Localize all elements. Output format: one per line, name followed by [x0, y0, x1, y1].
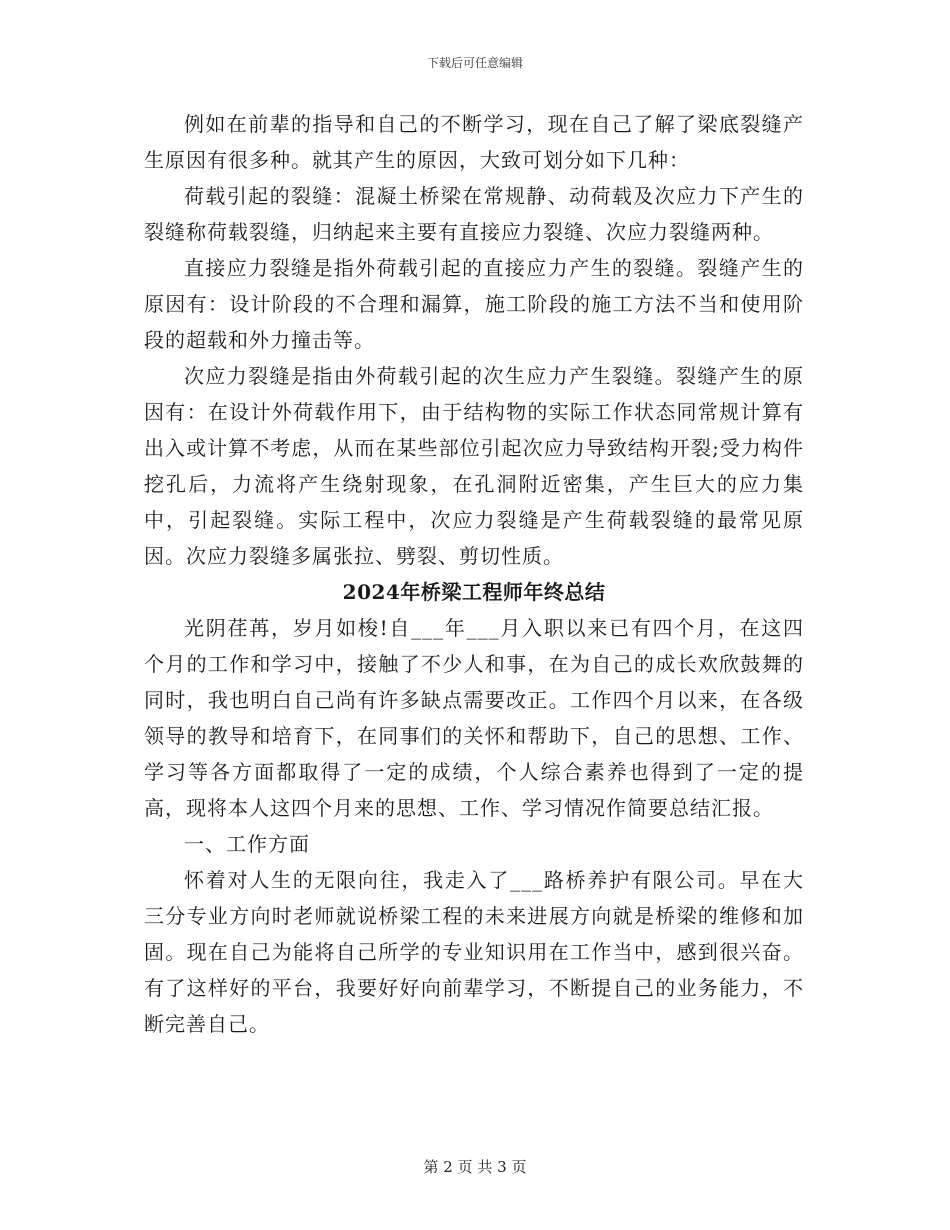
document-title: 2024年桥梁工程师年终总结 [342, 580, 606, 604]
paragraph: 次应力裂缝是指由外荷载引起的次生应力产生裂缝。裂缝产生的原因有：在设计外荷载作用下，由于结构物的实际工作状态同常规计算有出入或计算不考虑，从而在某些部位引起次应力导致结构开裂;受力构件挖孔后，力流将产生绕射现象，在孔洞附近密集，产生巨大的应力集中，引起裂缝。实际工程中，次应力裂缝是产生荷载裂缝的最常见原因。次应力裂缝多属张拉、劈裂、剪切性质。 [144, 364, 804, 568]
page-header: 下载后可任意编辑 [426, 56, 523, 70]
section-heading: 一、工作方面 [184, 832, 310, 856]
page-footer: 第 2 页 共 3 页 [423, 1158, 527, 1176]
paragraph: 怀着对人生的无限向往，我走入了___路桥养护有限公司。早在大三分专业方向时老师就说桥梁工程的未来进展方向就是桥梁的维修和加固。现在自己为能将自己所学的专业知识用在工作当中，感到很兴奋。有了这样好的平台，我要好好向前辈学习，不断提自己的业务能力，不断完善自己。 [144, 868, 804, 1036]
paragraph: 例如在前辈的指导和自己的不断学习，现在自己了解了梁底裂缝产生原因有很多种。就其产生的原因，大致可划分如下几种： [144, 112, 804, 172]
paragraph: 荷载引起的裂缝：混凝土桥梁在常规静、动荷载及次应力下产生的裂缝称荷载裂缝，归纳起来主要有直接应力裂缝、次应力裂缝两种。 [144, 184, 804, 244]
paragraph: 直接应力裂缝是指外荷载引起的直接应力产生的裂缝。裂缝产生的原因有：设计阶段的不合理和漏算，施工阶段的施工方法不当和使用阶段的超载和外力撞击等。 [144, 256, 804, 352]
paragraph: 光阴荏苒，岁月如梭!自___年___月入职以来已有四个月，在这四个月的工作和学习中，接触了不少人和事，在为自己的成长欢欣鼓舞的同时，我也明白自己尚有许多缺点需要改正。工作四个月以来，在各级领导的教导和培育下，在同事们的关怀和帮助下，自己的思想、工作、学习等各方面都取得了一定的成绩，个人综合素养也得到了一定的提高，现将本人这四个月来的思想、工作、学习情况作简要总结汇报。 [144, 616, 804, 820]
document-body [144, 106, 804, 1042]
